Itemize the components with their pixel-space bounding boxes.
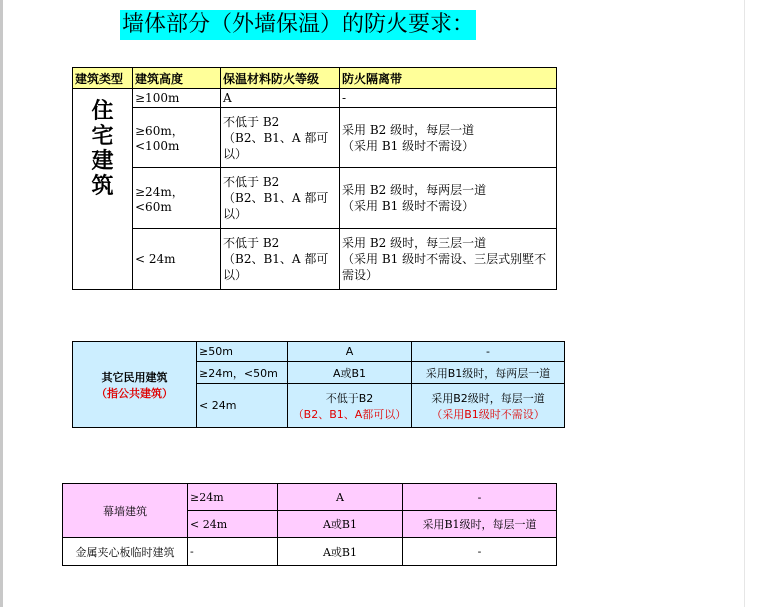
grade-cell <box>221 229 340 290</box>
group-note: （指公共建筑） <box>96 386 173 400</box>
grade-note: （B2、B1、A都可以） <box>292 407 407 421</box>
table-row <box>73 89 557 108</box>
belt-note: （采用 B1 级时不需设） <box>342 138 475 153</box>
height-cell: < 24m <box>133 229 221 290</box>
grade-note: （B2、B1、A 都可以） <box>223 130 329 161</box>
table-row <box>73 168 557 229</box>
table-row <box>63 538 557 566</box>
height-cell: ≥24m <box>188 484 278 511</box>
grade-note: （B2、B1、A 都可以） <box>223 252 329 282</box>
belt-cell <box>412 384 565 428</box>
grade-cell <box>288 384 412 428</box>
grade-text: 不低于 B2 <box>223 236 280 250</box>
grade-note: （B2、B1、A 都可以） <box>223 191 329 221</box>
belt-text: 采用 B2 级时，每三层一道 <box>342 236 487 250</box>
header-building-height: 建筑高度 <box>133 68 221 89</box>
belt-text: 采用 B2 级时，每层一道 <box>342 122 475 137</box>
belt-text: 采用B2级时，每层一道 <box>431 391 545 405</box>
belt-cell: 采用B1级时，每层一道 <box>403 511 557 538</box>
header-fire-belt: 防火隔离带 <box>340 68 557 89</box>
page-left-edge <box>0 0 3 607</box>
building-type-metal-sandwich: 金属夹心板临时建筑 <box>63 538 188 566</box>
height-cell: ≥100m <box>133 89 221 108</box>
height-cell: < 24m <box>197 384 288 428</box>
belt-note: （采用 B1 级时不需设） <box>342 199 475 213</box>
belt-text: 采用 B2 级时，每两层一道 <box>342 183 487 197</box>
building-type-residential <box>73 89 133 290</box>
grade-cell: A <box>278 484 403 511</box>
grade-cell: A或B1 <box>278 511 403 538</box>
grade-cell: A或B1 <box>278 538 403 566</box>
height-cell: ≥24m，<60m <box>133 168 221 229</box>
grade-text: 不低于 B2 <box>223 114 280 129</box>
table-header-row <box>73 68 557 89</box>
building-type-curtain-wall: 幕墙建筑 <box>63 484 188 538</box>
page-title: 墙体部分（外墙保温）的防火要求： <box>120 10 476 40</box>
grade-text: 不低于 B2 <box>223 175 280 189</box>
grade-cell <box>221 168 340 229</box>
group-label: 其它民用建筑 <box>101 370 168 384</box>
grade-cell: A <box>288 342 412 362</box>
belt-cell <box>340 108 557 168</box>
belt-cell <box>340 229 557 290</box>
belt-cell: - <box>403 538 557 566</box>
type-char: 建 <box>91 148 114 174</box>
grade-cell: A <box>221 89 340 108</box>
belt-note: （采用B1级时不需设） <box>431 407 545 421</box>
building-type-public <box>73 342 197 428</box>
grade-cell: A或B1 <box>288 362 412 384</box>
type-char: 筑 <box>91 173 114 199</box>
table-row <box>73 229 557 290</box>
belt-cell: - <box>412 342 565 362</box>
header-insulation-grade: 保温材料防火等级 <box>221 68 340 89</box>
height-cell: ≥60m，<100m <box>133 108 221 168</box>
belt-cell: - <box>340 89 557 108</box>
public-building-fire-table <box>72 341 565 428</box>
belt-note: （采用 B1 级时不需设、三层式别墅不需设） <box>342 252 547 282</box>
height-cell: - <box>188 538 278 566</box>
page-right-edge <box>744 0 745 607</box>
height-cell: ≥50m <box>197 342 288 362</box>
height-cell: ≥24m，<50m <box>197 362 288 384</box>
table-row <box>73 342 565 362</box>
grade-text: 不低于B2 <box>325 391 374 405</box>
grade-cell <box>221 108 340 168</box>
header-building-type: 建筑类型 <box>73 68 133 89</box>
curtain-wall-fire-table <box>62 483 557 566</box>
table-row <box>63 484 557 511</box>
belt-cell: - <box>403 484 557 511</box>
belt-cell: 采用B1级时，每两层一道 <box>412 362 565 384</box>
table-row <box>73 108 557 168</box>
type-char: 宅 <box>91 123 114 149</box>
height-cell: < 24m <box>188 511 278 538</box>
residential-fire-table <box>72 67 557 290</box>
type-char: 住 <box>91 98 114 124</box>
belt-cell <box>340 168 557 229</box>
